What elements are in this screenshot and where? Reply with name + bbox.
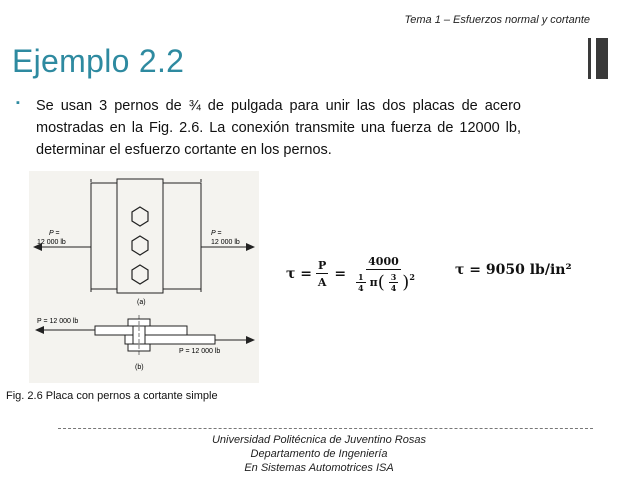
equals-sign: = [334,266,347,282]
quarter-denominator: 4 [358,283,364,293]
bullet-square-icon: ▪ [16,97,20,109]
shear-stress-equation [286,255,419,293]
figure-caption: Fig. 2.6 Placa con pernos a cortante simple [6,390,218,402]
slide-title: Ejemplo 2.2 [12,43,185,79]
four-denominator: 4 [390,283,397,293]
label-force-bottom-right: P = 12 000 lb [179,348,221,355]
sublabel-b: (b) [135,364,144,371]
denominator-a: A [317,276,327,289]
bullet-text: Se usan 3 pernos de ¾ de pulgada para unir las dos placas de acero mostradas en la Fig. 2.6. La conexión transmite una fuerza de 12000 lb, determinar el esfuerzo cortante en los pernos. [36,98,521,158]
label-p-top-left: P = [49,230,60,237]
paren-open: ( [377,271,385,293]
paren-close: ) [402,271,410,293]
decor-bar-thin [588,38,591,79]
topic-header: Tema 1 – Esfuerzos normal y cortante [404,14,590,26]
label-force-top-left: 12 000 lb [37,239,66,246]
result-equation: τ = 9050 lb/in² [455,262,572,278]
fraction-three-quarters [389,272,399,293]
footer-program: En Sistemas Automotrices ISA [244,462,394,474]
denominator-area [352,270,415,293]
arrow-right-side-head [246,336,255,344]
numerator-p: P [318,259,327,272]
sublabel-a: (a) [137,299,146,306]
label-p-top-right: P = [211,230,222,237]
fraction-value [352,255,415,293]
label-force-bottom-left: P = 12 000 lb [37,318,79,325]
plates-diagram [29,171,259,383]
equation-lhs: τ = [286,266,313,282]
label-force-top-right: 12 000 lb [211,239,240,246]
arrow-right-head [246,243,255,251]
figure-bolted-plates [29,171,259,383]
footer-divider [58,428,593,429]
footer-university: Universidad Politécnica de Juventino Rosas [211,434,426,446]
fraction-one-quarter [356,272,366,293]
pi-symbol: π [369,276,378,289]
decor-bar-thick [596,38,608,79]
footer-department: Departamento de Ingeniería [250,448,388,460]
quarter-numerator: 1 [358,272,364,282]
numerator-4000: 4000 [368,255,399,268]
bullet-item [16,95,521,161]
three-numerator: 3 [390,272,397,282]
arrow-left-side-head [35,326,44,334]
fraction-p-over-a [316,259,328,289]
exponent-two: 2 [409,272,415,282]
